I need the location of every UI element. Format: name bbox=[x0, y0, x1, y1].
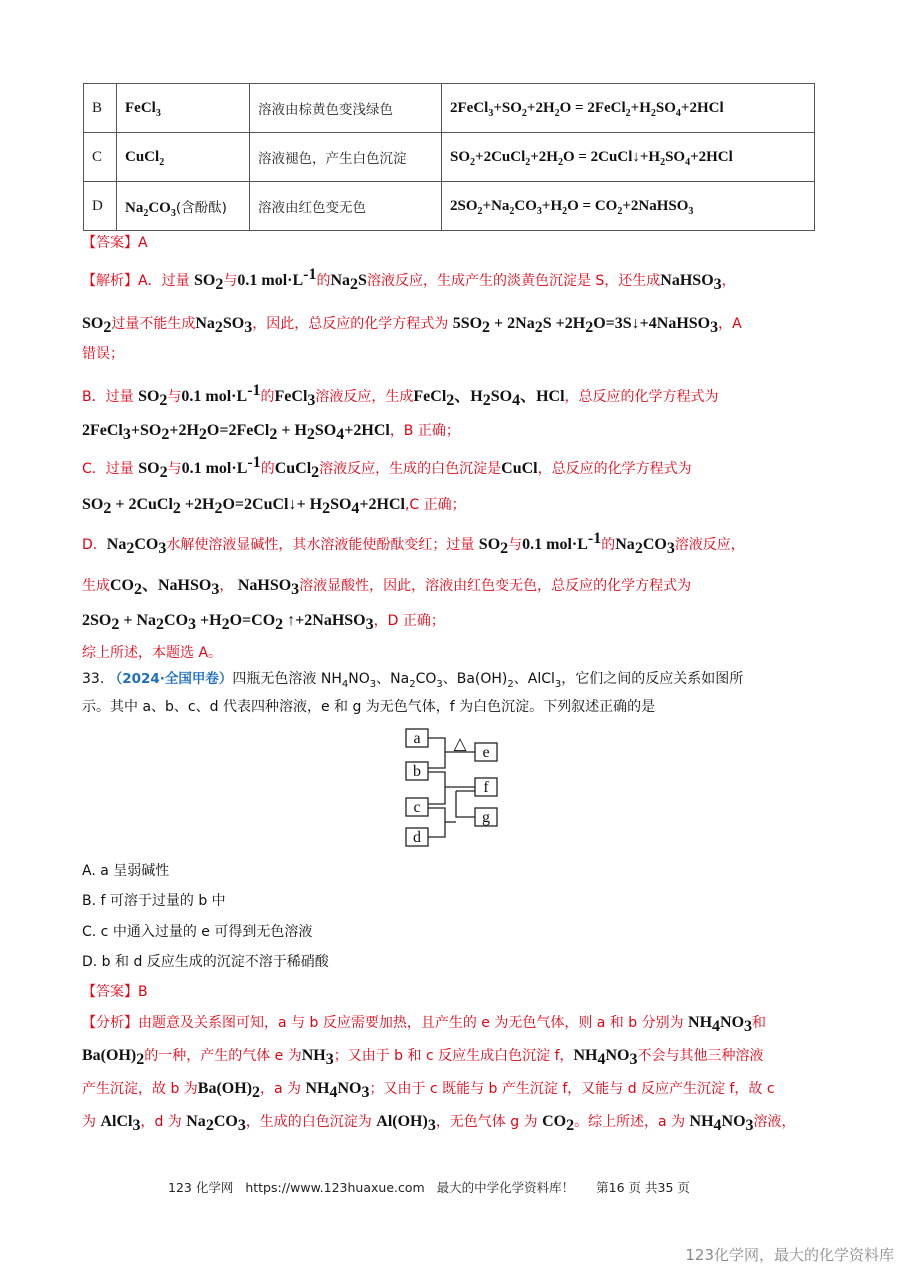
stem-part: 、Ba(OH) bbox=[442, 671, 508, 687]
analysis-part: 2 bbox=[311, 464, 320, 481]
stem-text bbox=[232, 671, 744, 690]
equation-part: CO bbox=[514, 197, 537, 214]
analysis-part: FeCl bbox=[413, 388, 447, 405]
equation-part: O = CO bbox=[567, 197, 618, 214]
analysis-line bbox=[82, 1078, 775, 1101]
footer-slogan: 最大的中学化学资料库！ bbox=[436, 1180, 575, 1195]
stem-part: 3 bbox=[369, 678, 377, 690]
analysis-part: 综上所述，本题选 A。 bbox=[82, 645, 223, 661]
analysis-part: 4 bbox=[336, 426, 345, 443]
analysis-part: SO bbox=[138, 388, 160, 405]
analysis-part: O=3S↓+4NaHSO bbox=[593, 315, 711, 332]
analysis-part: 、H bbox=[454, 388, 483, 405]
analysis-part: 3 bbox=[427, 1117, 436, 1134]
analysis-part: 2 bbox=[159, 464, 168, 481]
phenomenon: 溶液由红色变无色 bbox=[250, 182, 442, 231]
stem-part: 3 bbox=[554, 678, 562, 690]
analysis-part: 2 bbox=[126, 540, 135, 557]
node-b: b bbox=[413, 763, 421, 780]
analysis-part: -1 bbox=[587, 530, 602, 547]
analysis-part: 2SO bbox=[82, 612, 112, 629]
footer-page-number: 第16 页 共35 页 bbox=[596, 1180, 690, 1195]
q33-stem-line1 bbox=[82, 667, 743, 688]
question-source: （2024·全国甲卷） bbox=[108, 671, 233, 687]
analysis-part: 3 bbox=[307, 392, 316, 409]
analysis-part: AlCl bbox=[100, 1113, 133, 1130]
analysis-part: ， bbox=[721, 273, 736, 289]
analysis-part: O=2CuCl↓+ H bbox=[222, 496, 323, 513]
analysis-part: + Na bbox=[119, 612, 157, 629]
equation-part: +2CuCl bbox=[475, 148, 526, 165]
table-row bbox=[84, 84, 815, 133]
equation-part: 2 bbox=[477, 205, 483, 217]
analysis-part: 2 bbox=[111, 616, 120, 633]
analysis-part: SO bbox=[314, 422, 337, 439]
analysis-part: 3 bbox=[237, 1117, 246, 1134]
analysis-part: 2 bbox=[566, 1117, 575, 1134]
analysis-part: CO bbox=[110, 577, 134, 594]
analysis-line bbox=[82, 1045, 764, 1068]
analysis-part: 的 bbox=[260, 389, 275, 405]
analysis-part: 溶液显酸性，因此，溶液由红色变无色，总反应的化学方程式为 bbox=[299, 578, 692, 594]
analysis-part: 溶液反应，生成产生的淡黄色沉淀是 S，还生成 bbox=[366, 273, 661, 289]
stem-part: 四瓶无色溶液 NH bbox=[232, 671, 342, 687]
analysis-part: 3 bbox=[744, 1018, 753, 1035]
equation-part: +H bbox=[630, 99, 651, 116]
analysis-part: 2 bbox=[585, 319, 594, 336]
analysis-part: S +2H bbox=[542, 315, 586, 332]
analysis-part: CuCl bbox=[501, 460, 538, 477]
analysis-part: ，A bbox=[718, 316, 742, 332]
analysis-line bbox=[82, 530, 745, 557]
analysis-part: Na bbox=[615, 536, 635, 553]
analysis-part: NH bbox=[688, 1014, 713, 1031]
analysis-line bbox=[82, 494, 466, 517]
analysis-part: 与 bbox=[167, 389, 182, 405]
analysis-label: 【解析】 bbox=[82, 273, 138, 289]
analysis-part: 0.1 mol·L bbox=[522, 536, 588, 553]
analysis-part: 的一种，产生的气体 e 为 bbox=[144, 1048, 302, 1064]
reagent-formula: CuCl bbox=[125, 148, 160, 165]
analysis-part: 2 bbox=[350, 276, 359, 293]
equation-part: 2SO bbox=[450, 197, 478, 214]
analysis-part: SO bbox=[82, 315, 104, 332]
equation-part: 2 bbox=[650, 107, 656, 119]
equation-part: SO bbox=[665, 148, 686, 165]
analysis-part: 0.1 mol·L bbox=[237, 272, 304, 289]
analysis-part: SO bbox=[138, 460, 160, 477]
analysis-line bbox=[82, 454, 692, 481]
analysis-part: 、HCl bbox=[520, 388, 565, 405]
equation-part: 2 bbox=[525, 156, 531, 168]
reagent-subscript: 2 bbox=[159, 156, 165, 168]
analysis-part: 2 bbox=[215, 276, 224, 293]
analysis-part: -1 bbox=[247, 382, 261, 399]
analysis-part: FeCl bbox=[274, 388, 308, 405]
option-a: A. a 呈弱碱性 bbox=[82, 863, 170, 879]
analysis-part: NH bbox=[573, 1047, 598, 1064]
analysis-line bbox=[82, 420, 460, 443]
equation-part: +H bbox=[541, 197, 563, 214]
option-d: D. b 和 d 反应生成的沉淀不溶于稀硝酸 bbox=[82, 954, 329, 970]
q33-answer bbox=[82, 981, 148, 1001]
analysis-part: +H bbox=[196, 612, 222, 629]
analysis-part: ，生成的白色沉淀为 bbox=[245, 1114, 377, 1130]
analysis-part: NO bbox=[337, 1080, 362, 1097]
reagent-formula: Na bbox=[125, 199, 144, 216]
analysis-part: 4 bbox=[329, 1084, 338, 1101]
analysis-part: NO bbox=[720, 1014, 745, 1031]
analysis-part: SO bbox=[490, 388, 513, 405]
equation-part: 2 bbox=[557, 156, 563, 168]
analysis-part: 2 bbox=[198, 426, 207, 443]
analysis-part: ，总反应的化学方程式为 bbox=[564, 389, 719, 405]
equation-part: +SO bbox=[493, 99, 522, 116]
analysis-part: 生成 bbox=[82, 578, 110, 594]
equation bbox=[442, 84, 815, 133]
stem-part: 2 bbox=[507, 678, 514, 690]
link-cd-fg bbox=[456, 791, 475, 817]
answer-value: A bbox=[138, 235, 148, 251]
analysis-part: Na bbox=[106, 536, 127, 553]
equation bbox=[442, 133, 815, 182]
analysis-part: 3 bbox=[713, 276, 722, 293]
reagent bbox=[117, 182, 250, 231]
equation-part: 2 bbox=[562, 205, 568, 217]
equation-part: 3 bbox=[488, 107, 494, 119]
footer-site: 123 化学网 bbox=[168, 1180, 234, 1195]
analysis-part: ↑+2NaHSO bbox=[283, 612, 366, 629]
analysis-label: 【分析】 bbox=[82, 1015, 138, 1031]
node-d: d bbox=[413, 829, 421, 846]
reagent-subscript: 3 bbox=[170, 207, 176, 219]
analysis-part: CO bbox=[642, 536, 667, 553]
analysis-part: 3 bbox=[122, 426, 131, 443]
equation-part: 2 bbox=[660, 156, 666, 168]
option-b: B. f 可溶于过量的 b 中 bbox=[82, 893, 226, 909]
analysis-part: NO bbox=[721, 1113, 746, 1130]
analysis-part: NH bbox=[301, 1047, 326, 1064]
analysis-part: 2 bbox=[534, 319, 543, 336]
analysis-part: 5SO bbox=[452, 315, 483, 332]
analysis-part: 产生沉淀，故 b 为 bbox=[82, 1081, 198, 1097]
analysis-part: +2H bbox=[169, 422, 199, 439]
analysis-part: ，d 为 bbox=[140, 1114, 187, 1130]
analysis-part: 错误； bbox=[82, 346, 124, 362]
equation-part: +2NaHSO bbox=[622, 197, 689, 214]
analysis-part: 溶液反应， bbox=[674, 537, 745, 553]
reagent-subscript: 3 bbox=[155, 107, 161, 119]
analysis-part: 3 bbox=[710, 319, 719, 336]
options-table bbox=[83, 83, 815, 231]
analysis-part: NO bbox=[605, 1047, 630, 1064]
stem-part: NO bbox=[348, 671, 370, 687]
analysis-part: 2 bbox=[482, 319, 491, 336]
analysis-part: ，无色气体 g 为 bbox=[435, 1114, 543, 1130]
analysis-part: + 2CuCl bbox=[111, 496, 173, 513]
analysis-part: ；又由于 b 和 c 反应生成白色沉淀 f， bbox=[333, 1048, 574, 1064]
equation-part: 2 bbox=[521, 107, 527, 119]
analysis-part: 。综上所述，a 为 bbox=[574, 1114, 690, 1130]
analysis-part: + H bbox=[277, 422, 307, 439]
analysis-part: 4 bbox=[351, 500, 360, 517]
analysis-part: S bbox=[358, 272, 367, 289]
analysis-part: 和 bbox=[752, 1015, 767, 1031]
analysis-line bbox=[82, 382, 719, 409]
analysis-part: CO bbox=[164, 612, 189, 629]
analysis-line bbox=[82, 572, 692, 598]
analysis-part: Al(OH) bbox=[376, 1113, 428, 1130]
reagent bbox=[117, 133, 250, 182]
analysis-part: 3 bbox=[158, 540, 167, 557]
analysis-part: 3 bbox=[132, 1117, 141, 1134]
q32-answer bbox=[82, 232, 148, 252]
analysis-part: CO bbox=[542, 1113, 567, 1130]
stem-part: 、AlCl bbox=[513, 671, 555, 687]
analysis-part: -1 bbox=[247, 454, 261, 471]
analysis-part: SO bbox=[330, 496, 352, 513]
analysis-part: CO bbox=[134, 536, 159, 553]
analysis-part: SO bbox=[194, 272, 216, 289]
stem-part: 3 bbox=[436, 678, 443, 690]
analysis-part: +2HCl bbox=[359, 496, 405, 513]
equation-part: O = 2FeCl bbox=[559, 99, 626, 116]
stem-part: ，它们之间的反应关系如图所 bbox=[561, 671, 744, 687]
analysis-part: SO bbox=[222, 315, 245, 332]
analysis-part: +2H bbox=[180, 496, 215, 513]
option-letter: D bbox=[84, 182, 117, 231]
equation-part: 2 bbox=[617, 205, 623, 217]
analysis-part: Na bbox=[330, 272, 351, 289]
analysis-part: ,C 正确； bbox=[404, 497, 466, 513]
analysis-part: 3 bbox=[291, 581, 300, 598]
analysis-part: 0.1 mol·L bbox=[181, 388, 248, 405]
analysis-part: 2 bbox=[446, 392, 455, 409]
equation bbox=[442, 182, 815, 231]
analysis-line bbox=[82, 1111, 796, 1134]
analysis-part: 4 bbox=[712, 1018, 721, 1035]
analysis-part: 溶液反应，生成 bbox=[315, 389, 414, 405]
analysis-part: 2 bbox=[214, 500, 223, 517]
node-f: f bbox=[483, 779, 489, 796]
equation-part: 3 bbox=[688, 205, 694, 217]
reagent-note: (含酚酞) bbox=[175, 199, 227, 216]
analysis-part: ，a 为 bbox=[260, 1081, 306, 1097]
option-c: C. c 中通入过量的 e 可得到无色溶液 bbox=[82, 924, 313, 940]
analysis-part: 的 bbox=[260, 461, 275, 477]
analysis-part: 2 bbox=[134, 581, 142, 598]
analysis-part: 2 bbox=[159, 392, 168, 409]
analysis-part: ， bbox=[219, 578, 238, 594]
analysis-part: CO bbox=[213, 1113, 238, 1130]
analysis-line bbox=[82, 610, 445, 633]
link-a-b bbox=[428, 738, 445, 768]
question-number: 33. bbox=[82, 671, 105, 687]
analysis-part: D． bbox=[82, 537, 107, 553]
equation-part: +Na bbox=[482, 197, 510, 214]
analysis-part: C．过量 bbox=[82, 461, 139, 477]
stem-part: 2 bbox=[409, 678, 416, 690]
analysis-part: 2 bbox=[482, 392, 491, 409]
analysis-part: NH bbox=[305, 1080, 330, 1097]
analysis-part: 2 bbox=[156, 616, 165, 633]
equation-part: SO bbox=[655, 99, 676, 116]
analysis-part: 3 bbox=[244, 319, 253, 336]
analysis-part: 2 bbox=[161, 426, 170, 443]
option-letter: B bbox=[84, 84, 117, 133]
analysis-part: 0.1 mol·L bbox=[181, 460, 248, 477]
analysis-part: 溶液， bbox=[753, 1114, 796, 1130]
analysis-part: 2 bbox=[103, 319, 112, 336]
analysis-part: +SO bbox=[130, 422, 162, 439]
reagent-formula: CO bbox=[148, 199, 171, 216]
analysis-part: NaHSO bbox=[660, 272, 714, 289]
equation-part: 2 bbox=[509, 205, 515, 217]
analysis-part: O=2FeCl bbox=[206, 422, 270, 439]
analysis-part: A．过量 bbox=[138, 273, 195, 289]
analysis-part: 2 bbox=[500, 540, 509, 557]
equation-part: +2H bbox=[526, 99, 555, 116]
analysis-part: 的 bbox=[316, 273, 331, 289]
table-row bbox=[84, 133, 815, 182]
equation-part: 3 bbox=[536, 205, 542, 217]
stem-part: 、Na bbox=[376, 671, 410, 687]
reagent-formula: FeCl bbox=[125, 99, 156, 116]
analysis-part: 2 bbox=[214, 319, 223, 336]
equation-part: SO bbox=[450, 148, 471, 165]
analysis-part: 3 bbox=[365, 616, 374, 633]
analysis-line bbox=[82, 313, 742, 336]
analysis-part: 2 bbox=[634, 540, 643, 557]
analysis-part: 2 bbox=[103, 500, 112, 517]
equation-part: 2 bbox=[554, 107, 560, 119]
table-row bbox=[84, 182, 815, 231]
reagent-subscript: 2 bbox=[143, 207, 149, 219]
analysis-part: 2 bbox=[221, 616, 230, 633]
equation-part: 4 bbox=[675, 107, 681, 119]
reaction-diagram bbox=[400, 724, 500, 850]
analysis-part: 4 bbox=[597, 1051, 606, 1068]
analysis-part: 4 bbox=[713, 1117, 722, 1134]
q33-stem-line2: 示。其中 a、b、c、d 代表四种溶液，e 和 g 为无色气体，f 为白色沉淀。下列叙述正确的是 bbox=[82, 699, 656, 715]
node-e: e bbox=[482, 744, 490, 761]
analysis-part: + 2Na bbox=[490, 315, 535, 332]
answer-label: 【答案】 bbox=[82, 984, 138, 1000]
analysis-part: ，总反应的化学方程式为 bbox=[537, 461, 692, 477]
analysis-line bbox=[82, 266, 736, 293]
analysis-part: 2 bbox=[252, 1084, 261, 1101]
analysis-part: SO bbox=[478, 536, 501, 553]
answer-value: B bbox=[138, 984, 148, 1000]
analysis-part: 3 bbox=[666, 540, 675, 557]
analysis-part: 2 bbox=[275, 616, 284, 633]
phenomenon: 溶液褪色，产生白色沉淀 bbox=[250, 133, 442, 182]
equation-part: +2HCl bbox=[680, 99, 724, 116]
link-c-d bbox=[428, 808, 445, 837]
analysis-part: 过量不能生成 bbox=[111, 316, 196, 332]
analysis-part: 2 bbox=[136, 1051, 145, 1068]
analysis-part: 为 bbox=[82, 1114, 101, 1130]
analysis-part: Na bbox=[186, 1113, 206, 1130]
equation-part: +2HCl bbox=[690, 148, 733, 165]
equation-part: +2H bbox=[530, 148, 558, 165]
analysis-part: O=CO bbox=[229, 612, 276, 629]
analysis-part: SO bbox=[82, 496, 104, 513]
analysis-part: Ba(OH) bbox=[197, 1080, 253, 1097]
option-letter: C bbox=[84, 133, 117, 182]
analysis-part: 溶液反应，生成的白色沉淀是 bbox=[319, 461, 502, 477]
analysis-part: 与 bbox=[167, 461, 182, 477]
answer-label: 【答案】 bbox=[82, 235, 138, 251]
link-b-c bbox=[428, 772, 445, 804]
analysis-part: 3 bbox=[325, 1051, 334, 1068]
node-g: g bbox=[482, 809, 490, 826]
analysis-part: -1 bbox=[303, 266, 317, 283]
analysis-part: 、NaHSO bbox=[142, 577, 212, 594]
analysis-part: 2 bbox=[205, 1117, 214, 1134]
analysis-part: 2 bbox=[306, 426, 315, 443]
reagent bbox=[117, 84, 250, 133]
analysis-part: Na bbox=[195, 315, 215, 332]
analysis-line bbox=[82, 642, 222, 662]
analysis-part: ，因此，总反应的化学方程式为 bbox=[252, 316, 453, 332]
equation-part: 2 bbox=[470, 156, 476, 168]
analysis-part: ，B 正确； bbox=[389, 423, 460, 439]
analysis-part: 与 bbox=[223, 273, 238, 289]
analysis-line bbox=[82, 343, 124, 363]
stem-part: CO bbox=[415, 671, 437, 687]
watermark: 123化学网，最大的化学资料库 bbox=[685, 1246, 894, 1264]
equation-part: 2FeCl bbox=[450, 99, 489, 116]
analysis-part: 与 bbox=[508, 537, 523, 553]
analysis-part: 3 bbox=[745, 1117, 754, 1134]
analysis-part: 3 bbox=[629, 1051, 638, 1068]
analysis-part: ；又由于 c 既能与 b 产生沉淀 f，又能与 d 反应产生沉淀 f，故 c bbox=[369, 1081, 775, 1097]
analysis-part: 3 bbox=[361, 1084, 370, 1101]
heat-symbol: △ bbox=[453, 734, 467, 753]
stem-part: 4 bbox=[341, 678, 349, 690]
analysis-part: 4 bbox=[512, 392, 521, 409]
equation-part: O = 2CuCl↓+H bbox=[562, 148, 661, 165]
analysis-part: 2 bbox=[269, 426, 278, 443]
phenomenon: 溶液由棕黄色变浅绿色 bbox=[250, 84, 442, 133]
analysis-part: 的 bbox=[601, 537, 616, 553]
analysis-part: 2 bbox=[322, 500, 331, 517]
analysis-part: ，D 正确； bbox=[373, 613, 445, 629]
analysis-part: CuCl bbox=[274, 460, 312, 477]
analysis-part: B．过量 bbox=[82, 389, 139, 405]
analysis-part: Ba(OH) bbox=[82, 1047, 137, 1064]
analysis-part: +2HCl bbox=[344, 422, 390, 439]
node-a: a bbox=[413, 730, 421, 747]
analysis-part: NaHSO bbox=[237, 577, 292, 594]
analysis-part: 水解使溶液显碱性，其水溶液能使酚酞变红；过量 bbox=[166, 537, 479, 553]
equation-part: 4 bbox=[685, 156, 691, 168]
node-c: c bbox=[413, 799, 421, 816]
analysis-part: 由题意及关系图可知，a 与 b 反应需要加热，且产生的 e 为无色气体，则 a 和 b 分别为 bbox=[138, 1015, 689, 1031]
analysis-part: 3 bbox=[188, 616, 197, 633]
footer-url[interactable]: https://www.123huaxue.com bbox=[245, 1180, 425, 1195]
analysis-part: 2 bbox=[172, 500, 181, 517]
analysis-line bbox=[82, 1012, 767, 1035]
analysis-part: 3 bbox=[211, 581, 220, 598]
page-footer bbox=[168, 1178, 698, 1196]
analysis-part: NH bbox=[689, 1113, 714, 1130]
analysis-part: 不会与其他三种溶液 bbox=[637, 1048, 764, 1064]
analysis-part: 2FeCl bbox=[82, 422, 123, 439]
equation-part: 2 bbox=[625, 107, 631, 119]
